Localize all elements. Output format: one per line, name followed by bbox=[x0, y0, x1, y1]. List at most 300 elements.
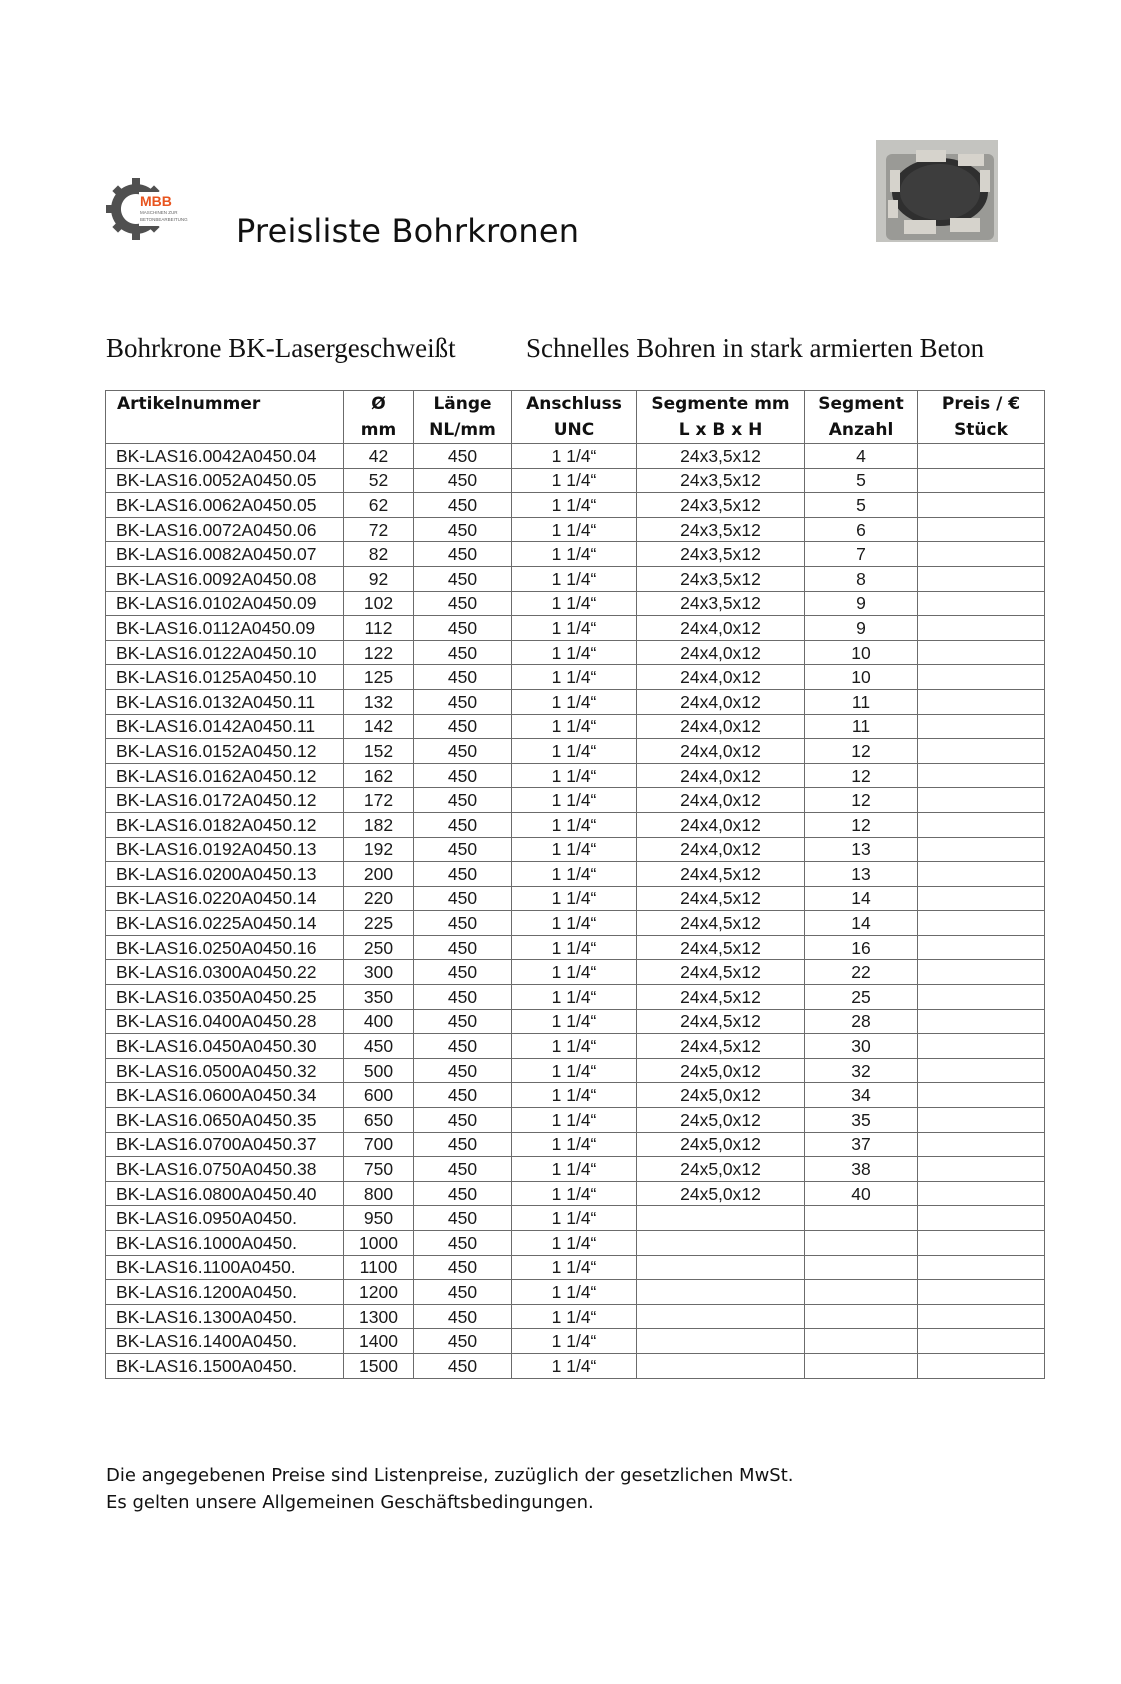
cell-article-number: BK-LAS16.1400A0450. bbox=[106, 1329, 344, 1354]
cell-segment-count: 7 bbox=[805, 542, 918, 567]
cell-diameter: 250 bbox=[344, 935, 414, 960]
cell-length: 450 bbox=[414, 444, 512, 469]
cell-length: 450 bbox=[414, 1255, 512, 1280]
cell-segments: 24x4,0x12 bbox=[637, 812, 805, 837]
cell-segment-count: 9 bbox=[805, 591, 918, 616]
cell-article-number: BK-LAS16.0450A0450.30 bbox=[106, 1034, 344, 1059]
cell-segments: 24x5,0x12 bbox=[637, 1157, 805, 1182]
cell-segments: 24x3,5x12 bbox=[637, 566, 805, 591]
cell-segment-count: 14 bbox=[805, 911, 918, 936]
cell-diameter: 800 bbox=[344, 1181, 414, 1206]
cell-segment-count: 13 bbox=[805, 862, 918, 887]
cell-price bbox=[918, 616, 1045, 641]
cell-segment-count: 12 bbox=[805, 812, 918, 837]
cell-length: 450 bbox=[414, 542, 512, 567]
cell-segment-count: 8 bbox=[805, 566, 918, 591]
cell-diameter: 112 bbox=[344, 616, 414, 641]
cell-price bbox=[918, 911, 1045, 936]
table-row bbox=[106, 468, 1045, 493]
cell-diameter: 1400 bbox=[344, 1329, 414, 1354]
cell-segment-count: 16 bbox=[805, 935, 918, 960]
cell-length: 450 bbox=[414, 911, 512, 936]
cell-diameter: 162 bbox=[344, 763, 414, 788]
cell-length: 450 bbox=[414, 1157, 512, 1182]
cell-price bbox=[918, 1353, 1045, 1378]
table-row bbox=[106, 1108, 1045, 1133]
cell-diameter: 1100 bbox=[344, 1255, 414, 1280]
cell-diameter: 1300 bbox=[344, 1304, 414, 1329]
cell-segment-count bbox=[805, 1304, 918, 1329]
cell-segments: 24x4,5x12 bbox=[637, 985, 805, 1010]
cell-segments bbox=[637, 1280, 805, 1305]
cell-price bbox=[918, 837, 1045, 862]
cell-connection: 1 1/4“ bbox=[512, 1132, 637, 1157]
cell-price bbox=[918, 812, 1045, 837]
cell-connection: 1 1/4“ bbox=[512, 566, 637, 591]
price-table bbox=[105, 390, 1045, 1379]
cell-length: 450 bbox=[414, 1181, 512, 1206]
cell-article-number: BK-LAS16.0500A0450.32 bbox=[106, 1058, 344, 1083]
cell-article-number: BK-LAS16.0102A0450.09 bbox=[106, 591, 344, 616]
cell-price bbox=[918, 517, 1045, 542]
cell-price bbox=[918, 1132, 1045, 1157]
column-header-connection bbox=[512, 391, 637, 444]
cell-segments: 24x4,0x12 bbox=[637, 739, 805, 764]
table-body bbox=[106, 444, 1045, 1379]
table-row bbox=[106, 444, 1045, 469]
cell-length: 450 bbox=[414, 1329, 512, 1354]
cell-connection: 1 1/4“ bbox=[512, 788, 637, 813]
cell-segment-count: 5 bbox=[805, 493, 918, 518]
cell-segment-count bbox=[805, 1280, 918, 1305]
footer-line-prices: Die angegebenen Preise sind Listenpreise, zuzüglich der gesetzlichen MwSt. bbox=[106, 1465, 794, 1486]
cell-article-number: BK-LAS16.0350A0450.25 bbox=[106, 985, 344, 1010]
cell-segments: 24x4,5x12 bbox=[637, 1034, 805, 1059]
cell-length: 450 bbox=[414, 1304, 512, 1329]
cell-diameter: 500 bbox=[344, 1058, 414, 1083]
cell-article-number: BK-LAS16.0300A0450.22 bbox=[106, 960, 344, 985]
table-row bbox=[106, 886, 1045, 911]
cell-price bbox=[918, 985, 1045, 1010]
cell-article-number: BK-LAS16.1200A0450. bbox=[106, 1280, 344, 1305]
cell-price bbox=[918, 1108, 1045, 1133]
table-row bbox=[106, 665, 1045, 690]
cell-article-number: BK-LAS16.0200A0450.13 bbox=[106, 862, 344, 887]
table-row bbox=[106, 1083, 1045, 1108]
cell-connection: 1 1/4“ bbox=[512, 1034, 637, 1059]
cell-diameter: 102 bbox=[344, 591, 414, 616]
cell-segments: 24x3,5x12 bbox=[637, 591, 805, 616]
cell-diameter: 42 bbox=[344, 444, 414, 469]
column-header-segment-count bbox=[805, 391, 918, 444]
cell-article-number: BK-LAS16.0052A0450.05 bbox=[106, 468, 344, 493]
svg-text:MASCHINEN ZUR: MASCHINEN ZUR bbox=[140, 210, 178, 215]
cell-article-number: BK-LAS16.0750A0450.38 bbox=[106, 1157, 344, 1182]
cell-price bbox=[918, 1329, 1045, 1354]
cell-segment-count: 4 bbox=[805, 444, 918, 469]
table-row bbox=[106, 985, 1045, 1010]
cell-price bbox=[918, 542, 1045, 567]
cell-article-number: BK-LAS16.1100A0450. bbox=[106, 1255, 344, 1280]
cell-price bbox=[918, 689, 1045, 714]
cell-price bbox=[918, 493, 1045, 518]
cell-diameter: 152 bbox=[344, 739, 414, 764]
column-header-line2: mm bbox=[360, 420, 397, 440]
table-row bbox=[106, 960, 1045, 985]
cell-connection: 1 1/4“ bbox=[512, 468, 637, 493]
cell-diameter: 950 bbox=[344, 1206, 414, 1231]
cell-diameter: 72 bbox=[344, 517, 414, 542]
cell-length: 450 bbox=[414, 689, 512, 714]
cell-connection: 1 1/4“ bbox=[512, 812, 637, 837]
cell-segments: 24x4,5x12 bbox=[637, 911, 805, 936]
svg-text:BETONBEARBEITUNG: BETONBEARBEITUNG bbox=[140, 217, 188, 222]
cell-article-number: BK-LAS16.0192A0450.13 bbox=[106, 837, 344, 862]
cell-article-number: BK-LAS16.0182A0450.12 bbox=[106, 812, 344, 837]
cell-connection: 1 1/4“ bbox=[512, 1157, 637, 1182]
cell-article-number: BK-LAS16.1000A0450. bbox=[106, 1231, 344, 1256]
cell-length: 450 bbox=[414, 1206, 512, 1231]
cell-length: 450 bbox=[414, 1231, 512, 1256]
cell-connection: 1 1/4“ bbox=[512, 960, 637, 985]
cell-connection: 1 1/4“ bbox=[512, 1108, 637, 1133]
cell-segments: 24x3,5x12 bbox=[637, 444, 805, 469]
cell-price bbox=[918, 862, 1045, 887]
table-row bbox=[106, 1157, 1045, 1182]
product-photo bbox=[876, 140, 998, 242]
cell-segment-count: 28 bbox=[805, 1009, 918, 1034]
cell-length: 450 bbox=[414, 739, 512, 764]
cell-segments: 24x3,5x12 bbox=[637, 468, 805, 493]
cell-connection: 1 1/4“ bbox=[512, 689, 637, 714]
table-row bbox=[106, 689, 1045, 714]
column-header-line1: Länge bbox=[433, 394, 492, 414]
cell-diameter: 172 bbox=[344, 788, 414, 813]
cell-diameter: 200 bbox=[344, 862, 414, 887]
column-header-price bbox=[918, 391, 1045, 444]
cell-segments: 24x4,0x12 bbox=[637, 665, 805, 690]
cell-segment-count: 12 bbox=[805, 788, 918, 813]
cell-article-number: BK-LAS16.0112A0450.09 bbox=[106, 616, 344, 641]
table-row bbox=[106, 566, 1045, 591]
product-tagline: Schnelles Bohren in stark armierten Beton bbox=[526, 333, 985, 363]
cell-article-number: BK-LAS16.0250A0450.16 bbox=[106, 935, 344, 960]
footer-line-terms: Es gelten unsere Allgemeinen Geschäftsbedingungen. bbox=[106, 1492, 594, 1513]
cell-diameter: 182 bbox=[344, 812, 414, 837]
cell-price bbox=[918, 665, 1045, 690]
cell-segment-count: 11 bbox=[805, 689, 918, 714]
cell-connection: 1 1/4“ bbox=[512, 714, 637, 739]
cell-article-number: BK-LAS16.0142A0450.11 bbox=[106, 714, 344, 739]
cell-connection: 1 1/4“ bbox=[512, 911, 637, 936]
cell-length: 450 bbox=[414, 1132, 512, 1157]
cell-segment-count bbox=[805, 1206, 918, 1231]
cell-connection: 1 1/4“ bbox=[512, 1353, 637, 1378]
cell-connection: 1 1/4“ bbox=[512, 1231, 637, 1256]
cell-length: 450 bbox=[414, 517, 512, 542]
cell-connection: 1 1/4“ bbox=[512, 493, 637, 518]
cell-segment-count: 12 bbox=[805, 763, 918, 788]
cell-length: 450 bbox=[414, 1034, 512, 1059]
column-header-line2: Anzahl bbox=[828, 420, 894, 440]
table-row bbox=[106, 837, 1045, 862]
cell-diameter: 450 bbox=[344, 1034, 414, 1059]
cell-diameter: 62 bbox=[344, 493, 414, 518]
cell-diameter: 650 bbox=[344, 1108, 414, 1133]
cell-connection: 1 1/4“ bbox=[512, 837, 637, 862]
table-row bbox=[106, 812, 1045, 837]
footer-note bbox=[106, 1462, 794, 1516]
core-drill-bit-icon bbox=[876, 140, 998, 242]
cell-connection: 1 1/4“ bbox=[512, 444, 637, 469]
cell-price bbox=[918, 444, 1045, 469]
cell-price bbox=[918, 1157, 1045, 1182]
cell-article-number: BK-LAS16.0072A0450.06 bbox=[106, 517, 344, 542]
cell-connection: 1 1/4“ bbox=[512, 591, 637, 616]
cell-length: 450 bbox=[414, 935, 512, 960]
cell-length: 450 bbox=[414, 566, 512, 591]
cell-diameter: 750 bbox=[344, 1157, 414, 1182]
cell-connection: 1 1/4“ bbox=[512, 1083, 637, 1108]
table-row bbox=[106, 640, 1045, 665]
cell-article-number: BK-LAS16.0172A0450.12 bbox=[106, 788, 344, 813]
cell-length: 450 bbox=[414, 493, 512, 518]
cell-length: 450 bbox=[414, 862, 512, 887]
cell-length: 450 bbox=[414, 960, 512, 985]
column-header-line1: Artikelnummer bbox=[117, 394, 261, 414]
cell-segments: 24x5,0x12 bbox=[637, 1058, 805, 1083]
table-row bbox=[106, 1058, 1045, 1083]
cell-segments: 24x3,5x12 bbox=[637, 493, 805, 518]
column-header-line1: Segment bbox=[818, 394, 904, 414]
table-row bbox=[106, 763, 1045, 788]
column-header-diameter bbox=[344, 391, 414, 444]
cell-article-number: BK-LAS16.0600A0450.34 bbox=[106, 1083, 344, 1108]
cell-segment-count: 14 bbox=[805, 886, 918, 911]
cell-segments: 24x5,0x12 bbox=[637, 1181, 805, 1206]
cell-diameter: 1500 bbox=[344, 1353, 414, 1378]
cell-connection: 1 1/4“ bbox=[512, 1304, 637, 1329]
cell-length: 450 bbox=[414, 812, 512, 837]
svg-text:MBB: MBB bbox=[140, 193, 172, 209]
cell-connection: 1 1/4“ bbox=[512, 616, 637, 641]
table-row bbox=[106, 935, 1045, 960]
cell-length: 450 bbox=[414, 886, 512, 911]
table-header-row bbox=[106, 391, 1045, 444]
cell-segment-count: 30 bbox=[805, 1034, 918, 1059]
column-header-line2: L x B x H bbox=[678, 420, 763, 440]
cell-price bbox=[918, 1280, 1045, 1305]
cell-segments: 24x4,0x12 bbox=[637, 837, 805, 862]
cell-article-number: BK-LAS16.0700A0450.37 bbox=[106, 1132, 344, 1157]
cell-diameter: 700 bbox=[344, 1132, 414, 1157]
cell-segment-count: 34 bbox=[805, 1083, 918, 1108]
column-header-line1: Preis / € bbox=[941, 394, 1021, 414]
table-row bbox=[106, 1034, 1045, 1059]
cell-segment-count bbox=[805, 1231, 918, 1256]
cell-segments: 24x4,5x12 bbox=[637, 886, 805, 911]
cell-price bbox=[918, 763, 1045, 788]
cell-connection: 1 1/4“ bbox=[512, 1280, 637, 1305]
table-row bbox=[106, 1329, 1045, 1354]
column-header-length bbox=[414, 391, 512, 444]
cell-connection: 1 1/4“ bbox=[512, 1181, 637, 1206]
cell-connection: 1 1/4“ bbox=[512, 542, 637, 567]
cell-segment-count: 11 bbox=[805, 714, 918, 739]
cell-article-number: BK-LAS16.0220A0450.14 bbox=[106, 886, 344, 911]
cell-diameter: 142 bbox=[344, 714, 414, 739]
page-title: Preisliste Bohrkronen bbox=[236, 212, 580, 250]
cell-price bbox=[918, 468, 1045, 493]
cell-segment-count: 10 bbox=[805, 640, 918, 665]
table-row bbox=[106, 1280, 1045, 1305]
cell-length: 450 bbox=[414, 1058, 512, 1083]
column-header-line1: Segmente mm bbox=[651, 394, 790, 414]
cell-price bbox=[918, 1181, 1045, 1206]
cell-connection: 1 1/4“ bbox=[512, 1255, 637, 1280]
column-header-line1: Anschluss bbox=[526, 394, 622, 414]
cell-diameter: 220 bbox=[344, 886, 414, 911]
cell-article-number: BK-LAS16.0400A0450.28 bbox=[106, 1009, 344, 1034]
cell-length: 450 bbox=[414, 665, 512, 690]
table-row bbox=[106, 493, 1045, 518]
gear-logo-icon bbox=[106, 178, 202, 240]
table-row bbox=[106, 1132, 1045, 1157]
cell-price bbox=[918, 960, 1045, 985]
cell-diameter: 400 bbox=[344, 1009, 414, 1034]
cell-price bbox=[918, 1231, 1045, 1256]
table-row bbox=[106, 1181, 1045, 1206]
cell-connection: 1 1/4“ bbox=[512, 935, 637, 960]
table-row bbox=[106, 739, 1045, 764]
cell-segment-count: 6 bbox=[805, 517, 918, 542]
cell-price bbox=[918, 1206, 1045, 1231]
cell-price bbox=[918, 714, 1045, 739]
cell-segments: 24x4,0x12 bbox=[637, 616, 805, 641]
column-header-line1: Ø bbox=[371, 394, 386, 414]
cell-diameter: 125 bbox=[344, 665, 414, 690]
cell-segment-count: 12 bbox=[805, 739, 918, 764]
table-row bbox=[106, 1009, 1045, 1034]
cell-article-number: BK-LAS16.0062A0450.05 bbox=[106, 493, 344, 518]
cell-segment-count: 35 bbox=[805, 1108, 918, 1133]
cell-diameter: 300 bbox=[344, 960, 414, 985]
table-row bbox=[106, 1206, 1045, 1231]
cell-price bbox=[918, 1255, 1045, 1280]
cell-length: 450 bbox=[414, 985, 512, 1010]
cell-segment-count: 38 bbox=[805, 1157, 918, 1182]
table-row bbox=[106, 517, 1045, 542]
cell-diameter: 1200 bbox=[344, 1280, 414, 1305]
cell-connection: 1 1/4“ bbox=[512, 862, 637, 887]
column-header-line2 bbox=[117, 417, 343, 443]
table-row bbox=[106, 1255, 1045, 1280]
cell-segment-count: 40 bbox=[805, 1181, 918, 1206]
cell-segments: 24x5,0x12 bbox=[637, 1108, 805, 1133]
table-row bbox=[106, 788, 1045, 813]
cell-connection: 1 1/4“ bbox=[512, 739, 637, 764]
cell-price bbox=[918, 886, 1045, 911]
cell-segment-count: 22 bbox=[805, 960, 918, 985]
cell-connection: 1 1/4“ bbox=[512, 985, 637, 1010]
cell-connection: 1 1/4“ bbox=[512, 763, 637, 788]
cell-connection: 1 1/4“ bbox=[512, 517, 637, 542]
cell-article-number: BK-LAS16.0950A0450. bbox=[106, 1206, 344, 1231]
cell-length: 450 bbox=[414, 468, 512, 493]
cell-segments: 24x5,0x12 bbox=[637, 1083, 805, 1108]
cell-segment-count bbox=[805, 1353, 918, 1378]
column-header-line2: UNC bbox=[553, 420, 595, 440]
cell-diameter: 122 bbox=[344, 640, 414, 665]
cell-segment-count: 9 bbox=[805, 616, 918, 641]
cell-segment-count bbox=[805, 1255, 918, 1280]
cell-article-number: BK-LAS16.0092A0450.08 bbox=[106, 566, 344, 591]
cell-length: 450 bbox=[414, 1353, 512, 1378]
table-row bbox=[106, 1353, 1045, 1378]
table-row bbox=[106, 542, 1045, 567]
cell-segments: 24x4,0x12 bbox=[637, 689, 805, 714]
cell-article-number: BK-LAS16.0125A0450.10 bbox=[106, 665, 344, 690]
cell-segments bbox=[637, 1304, 805, 1329]
cell-segments: 24x3,5x12 bbox=[637, 542, 805, 567]
cell-diameter: 600 bbox=[344, 1083, 414, 1108]
cell-segment-count: 25 bbox=[805, 985, 918, 1010]
cell-article-number: BK-LAS16.1500A0450. bbox=[106, 1353, 344, 1378]
cell-price bbox=[918, 591, 1045, 616]
column-header-line2: NL/mm bbox=[429, 420, 496, 440]
cell-length: 450 bbox=[414, 616, 512, 641]
column-header-segments bbox=[637, 391, 805, 444]
cell-length: 450 bbox=[414, 1009, 512, 1034]
cell-length: 450 bbox=[414, 837, 512, 862]
cell-article-number: BK-LAS16.0132A0450.11 bbox=[106, 689, 344, 714]
cell-segments: 24x4,0x12 bbox=[637, 763, 805, 788]
cell-segment-count: 5 bbox=[805, 468, 918, 493]
cell-article-number: BK-LAS16.0650A0450.35 bbox=[106, 1108, 344, 1133]
cell-segments: 24x4,5x12 bbox=[637, 1009, 805, 1034]
cell-segments: 24x5,0x12 bbox=[637, 1132, 805, 1157]
cell-price bbox=[918, 1304, 1045, 1329]
cell-segments: 24x4,5x12 bbox=[637, 862, 805, 887]
cell-length: 450 bbox=[414, 591, 512, 616]
cell-segments bbox=[637, 1255, 805, 1280]
cell-diameter: 92 bbox=[344, 566, 414, 591]
cell-length: 450 bbox=[414, 763, 512, 788]
cell-price bbox=[918, 788, 1045, 813]
table-row bbox=[106, 911, 1045, 936]
cell-price bbox=[918, 935, 1045, 960]
cell-segments bbox=[637, 1353, 805, 1378]
cell-length: 450 bbox=[414, 1280, 512, 1305]
cell-segments: 24x4,5x12 bbox=[637, 960, 805, 985]
cell-price bbox=[918, 1009, 1045, 1034]
cell-length: 450 bbox=[414, 1108, 512, 1133]
column-header-line2: Stück bbox=[954, 420, 1008, 440]
cell-price bbox=[918, 1034, 1045, 1059]
cell-segments: 24x4,0x12 bbox=[637, 714, 805, 739]
cell-article-number: BK-LAS16.0082A0450.07 bbox=[106, 542, 344, 567]
cell-article-number: BK-LAS16.0800A0450.40 bbox=[106, 1181, 344, 1206]
cell-connection: 1 1/4“ bbox=[512, 665, 637, 690]
product-name: Bohrkrone BK-Lasergeschweißt bbox=[106, 333, 456, 363]
cell-segments: 24x3,5x12 bbox=[637, 517, 805, 542]
cell-connection: 1 1/4“ bbox=[512, 640, 637, 665]
cell-segment-count: 13 bbox=[805, 837, 918, 862]
cell-connection: 1 1/4“ bbox=[512, 886, 637, 911]
table-row bbox=[106, 1304, 1045, 1329]
cell-length: 450 bbox=[414, 640, 512, 665]
cell-diameter: 350 bbox=[344, 985, 414, 1010]
